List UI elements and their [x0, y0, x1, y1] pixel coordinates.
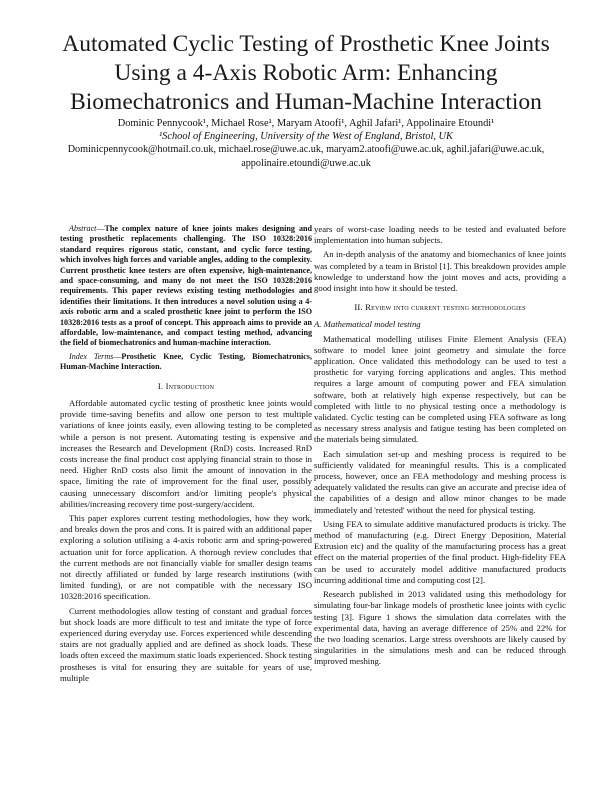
right-column	[314, 224, 566, 668]
body-paragraph: Current methodologies allow testing of constant and gradual forces but shock loads are more difficult to test and imitate the type of force experienced during everyday use. Forces experienced while descending stairs are not gradually applied and are defined as shock loads. These loads often exceed the maximum static loads experienced. Shock testing prostheses is vital for ensuring they are suitable for years of use, multiple	[60, 605, 312, 683]
section-title: Introduction	[165, 380, 215, 391]
index-terms-label: Index Terms	[69, 351, 114, 361]
index-terms-text: Prosthetic Knee, Cyclic Testing, Biomechatronics, Human-Machine Interaction.	[60, 351, 312, 372]
abstract-label: Abstract	[69, 224, 97, 233]
title-line-1: Automated Cyclic Testing of Prosthetic Knee Joints	[62, 31, 550, 57]
body-paragraph: An in-depth analysis of the anatomy and biomechanics of knee joints was completed by a team in Bristol [1]. This breakdown provides ample knowledge to understand how the joint moves and acts, providing a good insight into how it should be tested.	[314, 249, 566, 294]
abstract-text: The complex nature of knee joints makes designing and testing prosthetic replacements challenging. The ISO 10328:2016 standard requires rigorous static, constant, and cyclic force testing, which involves high forces and variable angles, adding to the complexity. Current prosthetic knee testers are often expensive, high-maintenance, and space-consuming, and many do not meet the ISO 10328:2016 requirements. This paper reviews existing testing methodologies and identifies their limitations. It then introduces a novel solution using a 4-axis robotic arm and a scaled prosthetic knee joint to perform the ISO 10328:2016 tests as a proof of concept. This approach aims to provide an affordable, low-maintenance, and compact testing method, advancing the field of biomechatronics and human-machine interaction.	[60, 224, 312, 348]
body-paragraph: Mathematical modelling utilises Finite Element Analysis (FEA) software to model knee joint geometry and simulate the force application. Once validated this methodology can be used to test a prosthetic for varying forcing applications and angles. This method requires a large amount of computing power and FEA simulation software, both at relatively high expense respectively, but can be completed with little to no physical testing once a methodology is validated. Cyclic testing can be completed using FEA software as long as necessary stress analysis and fatigue testing has been completed on the materials being simulated.	[314, 333, 566, 445]
index-terms	[60, 352, 312, 373]
email-list	[24, 143, 588, 170]
body-paragraph: Affordable automated cyclic testing of prosthetic knee joints would provide time-saving benefits and allow one person to test multiple variations of knee joints easily, even allowing testing to be completed while a person is not present. Automating testing is expensive and increases the Research and Development (RnD) costs. Increased RnD costs increase the final product cost applying financial strain to those in need. Higher RnD costs also limit the amount of innovation in the space, limiting the rate of improvement for the final user, possibly causing unnecessary discomfort and/or limiting people's physical abilities/increasing recovery time post-surgery/accident.	[60, 397, 312, 509]
section-number: I.	[157, 380, 166, 391]
abstract-dash: —	[96, 224, 105, 233]
section-title: Review into current testing methodologies	[365, 302, 526, 313]
title-line-2: Using a 4-Axis Robotic Arm: Enhancing	[114, 60, 498, 86]
section-number: II.	[354, 302, 366, 313]
email-line-2: appolinaire.etoundi@uwe.ac.uk	[241, 157, 371, 169]
subsection-heading: A. Mathematical model testing	[314, 319, 421, 330]
section-heading-introduction	[60, 381, 312, 392]
body-paragraph: years of worst-case loading needs to be tested and evaluated before implementation into human subjects.	[314, 224, 566, 246]
body-paragraph: Using FEA to simulate additive manufactured products is tricky. The method of manufacturing (e.g. Direct Energy Deposition, Material Extrusion etc) and the quality of the manufacturing process has a great effect on the material properties of the final product. High-fidelity FEA can be used to accurately model additive manufactured products incurring additional time and computing cost [2].	[314, 518, 566, 585]
author-list: Dominic Pennycook¹, Michael Rose¹, Maryam Atoofi¹, Aghil Jafari¹, Appolinaire Etoundi¹	[117, 118, 495, 129]
body-paragraph: Each simulation set-up and meshing process is required to be sufficiently validated for meaningful results. This is a complicated process, however, once an FEA methodology and meshing process is adequately validated the results can give an accurate and precise idea of the capabilities of a design and allow minor changes to be made immediately and 'retested' without the need for physical testing.	[314, 448, 566, 515]
index-terms-dash: —	[113, 351, 122, 361]
left-column	[60, 224, 312, 684]
email-line-1: Dominicpennycook@hotmail.co.uk, michael.rose@uwe.ac.uk, maryam2.atoofi@uwe.ac.uk, aghil.jafari@uwe.ac.uk,	[67, 144, 545, 155]
section-heading-review	[314, 302, 566, 313]
title-line-3: Biomechatronics and Human-Machine Interaction	[70, 89, 542, 115]
body-paragraph: This paper explores current testing methodologies, how they work, and breaks down the pros and cons. It is paired with an additional paper exploring a solution utilising a 4-axis robotic arm and spring-powered actuation unit for force application. A thorough review concludes that the current methods are not financially viable for smaller design teams not directly affiliated or funded by large research institutions (with limited funding), or are not compatible with the necessary ISO 10328:2016 specification.	[60, 512, 312, 602]
abstract	[60, 224, 312, 349]
body-paragraph: Research published in 2013 validated using this methodology for simulating four-bar linkage models of prosthetic knee joints with cyclic testing [3]. Figure 1 shows the simulation data correlates with the experimental data, having an average difference of 25% and 22% for the two loading scenarios. Large stress overshoots are likely caused by singularities in the simulations mesh and can be reduced through improved meshing.	[314, 589, 566, 667]
affiliation: ¹School of Engineering, University of the West of England, Bristol, UK	[159, 131, 453, 142]
paper-title	[40, 30, 572, 117]
